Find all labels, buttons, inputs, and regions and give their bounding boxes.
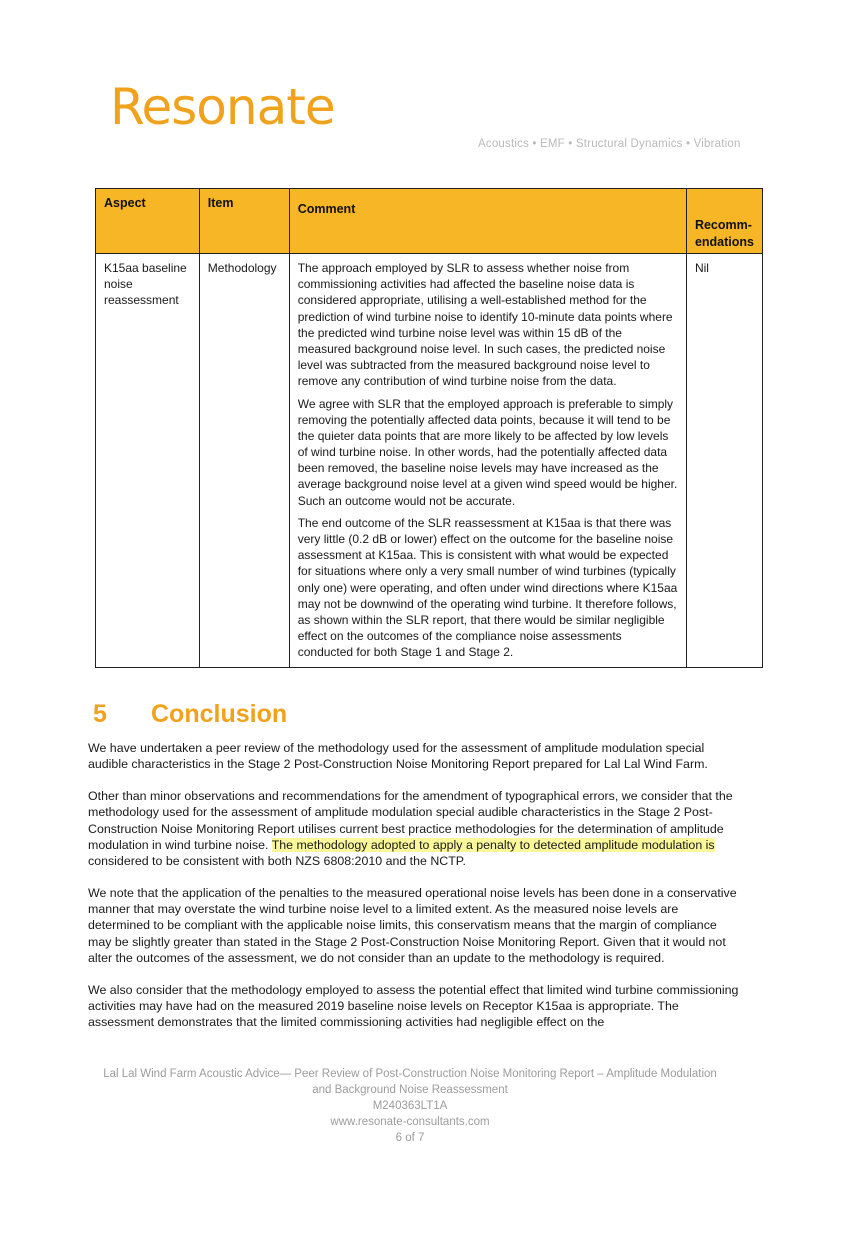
company-logo: Resonate — [110, 78, 335, 136]
table-header-row — [96, 189, 763, 254]
section-heading — [93, 700, 287, 729]
section-title: Conclusion — [151, 700, 288, 728]
header-recommendations: Recomm-endations — [686, 189, 762, 254]
cell-item: Methodology — [199, 254, 289, 668]
company-tagline: Acoustics • EMF • Structural Dynamics • Vibration — [478, 138, 741, 150]
paragraph-2-end: considered to be consistent with both NZS 6808:2010 and the NCTP. — [88, 854, 466, 869]
paragraph-1: We have undertaken a peer review of the methodology used for the assessment of amplitude modulation special audible characteristics in the Stage 2 Post-Construction Noise Monitoring Report prepared for Lal Lal Wind Farm. — [88, 741, 708, 772]
footer-reference: M240363LT1A — [372, 1100, 448, 1113]
footer-page-number: 6 of 7 — [395, 1132, 425, 1145]
table-row — [96, 254, 763, 668]
header-aspect: Aspect — [96, 189, 200, 254]
header-item: Item — [199, 189, 289, 254]
paragraph-4: We also consider that the methodology employed to assess the potential effect that limited wind turbine commissioning activities may have had on the measured 2019 baseline noise levels on Receptor K15aa is appropriate. The assessment demonstrates that the limited commissioning activities had negligible effect on the — [88, 982, 739, 1030]
cell-recommendations: Nil — [686, 254, 762, 668]
conclusion-body — [88, 740, 740, 1046]
header-comment: Comment — [289, 189, 686, 254]
footer-title: Lal Lal Wind Farm Acoustic Advice— Peer Review of Post-Construction Noise Monitoring Report – Amplitude Modulation and Background Noise Reassessment — [103, 1068, 717, 1097]
paragraph-3: We note that the application of the penalties to the measured operational noise levels has been done in a conservative manner that may overstate the wind turbine noise level to a limited extent. As the measured noise levels are determined to be compliant with the applicable noise limits, this conservatism means that the margin of compliance may be slightly greater than stated in the Stage 2 Post-Construction Noise Monitoring Report. Given that it would not alter the outcomes of the assessment, we do not consider than an update to the methodology is required. — [88, 885, 737, 966]
review-table — [95, 188, 763, 668]
cell-comment — [289, 254, 686, 668]
page-footer — [100, 1066, 720, 1146]
footer-website: www.resonate-consultants.com — [330, 1116, 490, 1129]
section-number: 5 — [93, 700, 107, 728]
comment-paragraph-2: We agree with SLR that the employed approach is preferable to simply removing the potentially affected data points, because it will tend to be the quieter data points that are more likely to be affected by low levels of wind turbine noise. In other words, had the potentially affected data been removed, the baseline noise levels may have increased as the average background noise level at a given wind speed would be higher. Such an outcome would not be accurate. — [297, 396, 678, 508]
cell-aspect: K15aa baseline noise reassessment — [96, 254, 200, 668]
comment-paragraph-3: The end outcome of the SLR reassessment at K15aa is that there was very little (0.2 dB or lower) effect on the outcome for the baseline noise assessment at K15aa. This is consistent with what would be expected for situations where only a very small number of wind turbines (typically only one) were operating, and often under wind directions where K15aa may not be downwind of the operating wind turbine. It therefore follows, as shown within the SLR report, that there would be similar negligible effect on the outcomes of the compliance noise assessments conducted for both Stage 1 and Stage 2. — [297, 515, 678, 660]
paragraph-2-text: Other than minor observations and recommendations for the amendment of typographical errors, we consider that the methodology used for the assessment of amplitude modulation special audible characteristics in the Stage 2 Post-Construction Noise Monitoring Report utilises current best practice methodologies for the determination of amplitude modulation in wind turbine noise. — [88, 788, 733, 852]
highlighted-text: The methodology adopted to apply a penalty to detected amplitude modulation is — [271, 837, 715, 852]
paragraph-2 — [88, 788, 740, 870]
comment-paragraph-1: The approach employed by SLR to assess whether noise from commissioning activities had affected the baseline noise data is considered appropriate, utilising a well-established method for the prediction of wind turbine noise to identify 10-minute data points where the predicted wind turbine noise level was within 15 dB of the measured background noise level. In such cases, the predicted noise level was subtracted from the measured background noise level to remove any contribution of wind turbine noise from the data. — [297, 261, 673, 389]
